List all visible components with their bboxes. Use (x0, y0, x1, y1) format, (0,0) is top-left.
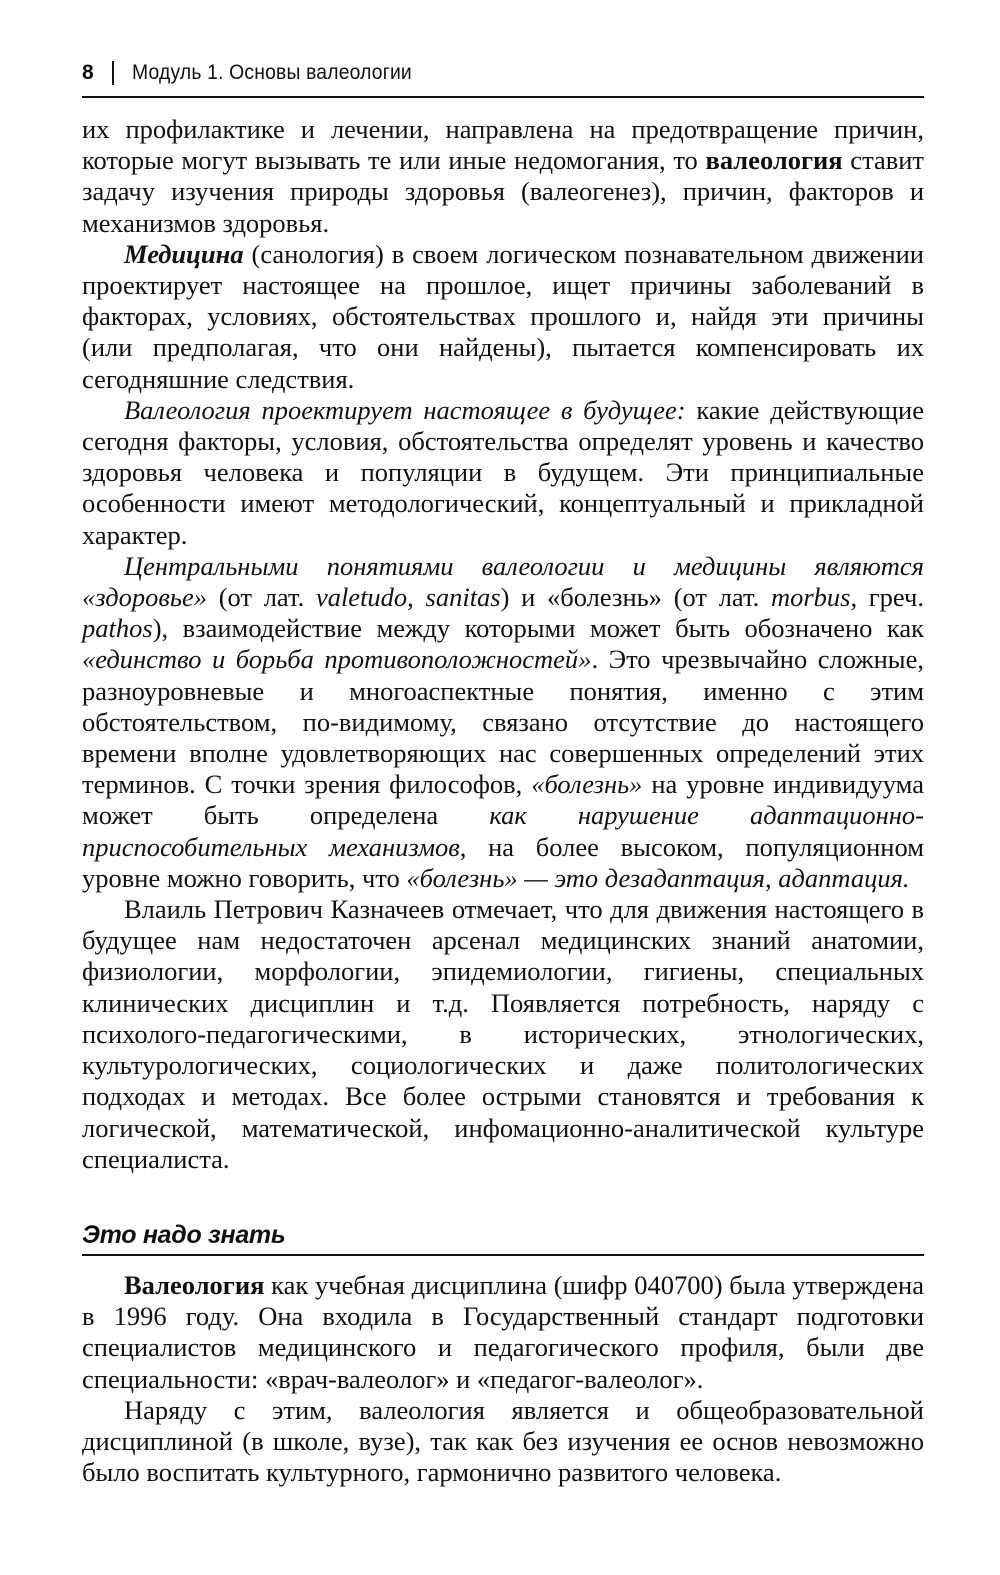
term-valeology: валеология (705, 145, 843, 176)
page-number: 8 (82, 61, 94, 84)
note-paragraph-2: Наряду с этим, валеология является и общеобразовательной дисциплиной (в школе, вузе), так как без изучения ее основ невозможно было воспитать культурного, гармонично развитого человека. (82, 1394, 924, 1488)
module-title: Модуль 1. Основы валеологии (131, 61, 412, 84)
paragraph-1-text-c: ставит задачу изучения природы здоровья (валеогенез), причин, факторов и механизмов здоровья. (82, 145, 925, 238)
note-box-text (82, 1270, 924, 1488)
term-medicine: Медицина (124, 238, 244, 269)
note-term-valeology: Валеология (124, 1269, 265, 1300)
phrase-disadaptation: «болезнь» — это дезадаптация, адаптация. (406, 862, 910, 893)
note-paragraph-1-text: как учебная дисциплина (шифр 040700) была утверждена в 1996 году. Она входила в Государственный стандарт подготовки специалистов медицинского и педагогического профиля, были две специальности: «врач-валеолог» и «педагог-валеолог». (82, 1269, 924, 1394)
paragraph-2-text: (санология) в своем логическом познавательном движении проектирует настоящее на прошлое, ищет причины заболеваний в факторах, условиях, обстоятельствах прошлого и, найдя эти причины (или предполагая, что они найдены), пытается компенсировать их сегодняшние следствия. (82, 238, 924, 394)
paragraph-1-text-a: их профилактике и лечении, направлена на предотвращение причин, которые могут вызывать те или иные недомогания, то (82, 114, 924, 176)
phrase-adaptation-disorder: как нарушение адаптационно-приспособительных механизмов, (82, 800, 924, 862)
paragraph-5: Влаиль Петрович Казначеев отмечает, что для движения настоящего в будущее нам недостаточен арсенал медицинских знаний анатомии, физиологии, морфологии, эпидемиологии, гигиены, специальных клинических дисциплин и т.д. Появляется потребность, наряду с психолого-педагогическими, в исторических, этнологических, культурологических, социологических и даже политологических подходах и методах. Все более острыми становятся и требования к логической, математической, инфомационно-аналитической культуре специалиста. (82, 894, 924, 1174)
paragraph-2 (82, 239, 924, 395)
paragraph-4-text-d: ) и «болезнь» (от лат. (500, 582, 771, 613)
latin-terms-health: valetudo, sanitas (315, 582, 501, 613)
paragraph-1 (82, 114, 924, 239)
paragraph-4-lead: Центральными понятиями валеологии и медицины являются «здоровье» (82, 550, 924, 613)
paragraph-4-text-f: греч. (857, 582, 924, 613)
book-page (82, 50, 924, 1488)
header-separator (112, 61, 114, 85)
paragraph-4-text-n: на более высоком, популяционном уровне можно говорить, что (82, 831, 924, 893)
paragraph-3-lead: Валеология проектирует настоящее в будущее: (124, 394, 686, 425)
paragraph-4-text-b: (от лат. (206, 582, 316, 613)
paragraph-4-text-l: на уровне индивидуума может быть определена (82, 769, 925, 831)
paragraph-4-text-j: . Это чрезвычайно сложные, разноуровневые и многоаспектные понятия, именно с этим обстоятельством, по-видимому, связано отсутствие до настоящего времени вполне удовлетворяющих нас совершенных определений этих терминов. С точки зрения философов, (82, 644, 924, 800)
note-paragraph-1 (82, 1270, 924, 1395)
paragraph-4-text-h: ), взаимодействие между которыми может быть обозначено как (152, 613, 924, 644)
running-head (82, 50, 924, 98)
paragraph-3-text: какие действующие сегодня факторы, условия, обстоятельства определят уровень и качество здоровья человека и популяции в будущем. Эти принципиальные особенности имеют методологический, концептуальный и прикладной характер. (82, 394, 924, 550)
paragraph-3 (82, 395, 924, 551)
greek-term-pathos: pathos (82, 613, 153, 644)
note-box-heading: Это надо знать (82, 1221, 924, 1256)
main-text (82, 114, 924, 1175)
latin-term-morbus: morbus, (770, 582, 858, 613)
phrase-unity-of-opposites: «единство и борьба противоположностей» (82, 644, 592, 675)
term-disease: «болезнь» (531, 769, 643, 800)
paragraph-4 (82, 551, 924, 894)
